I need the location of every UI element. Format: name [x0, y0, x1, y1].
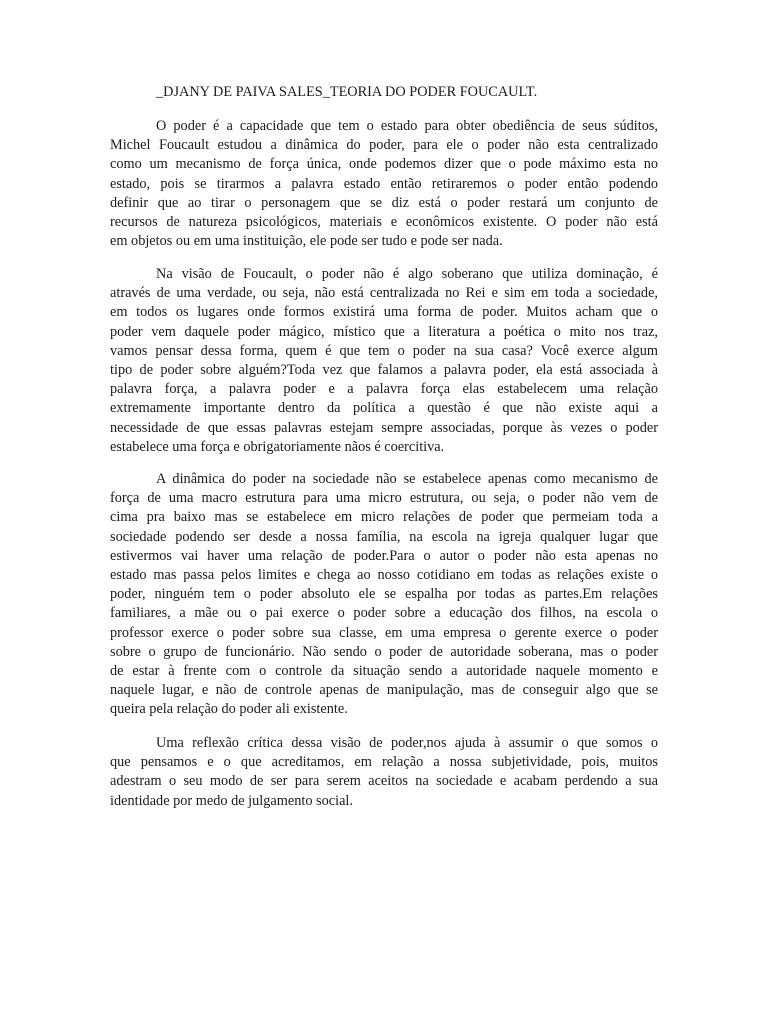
text-line: em objetos ou em uma instituição, ele pode ser tudo e pode ser nada.: [110, 233, 503, 250]
text-line: através de uma verdade, ou seja, não está centralizada no Rei e sim em toda a sociedade,: [110, 285, 658, 302]
text-line: naquele lugar, e não de controle apenas de manipulação, mas de conseguir algo que se: [110, 682, 658, 699]
text-line: familiares, a mãe ou o pai exerce o poder sobre a educação dos filhos, na escola o: [110, 605, 658, 622]
text-line: estivermos vai haver uma relação de poder.Para o autor o poder não esta apenas no: [110, 547, 658, 564]
text-line: como um mecanismo de força única, onde podemos dizer que o pode máximo esta no: [110, 156, 658, 173]
text-line: vamos pensar dessa forma, quem é que tem o poder na sua casa? Você exerce algum: [110, 342, 658, 359]
text-line: sociedade podendo ser desde a nossa família, na escola na igreja qualquer lugar que: [110, 528, 658, 545]
text-line: O poder é a capacidade que tem o estado para obter obediência de seus súditos,: [156, 118, 658, 134]
text-line: Michel Foucault estudou a dinâmica do poder, para ele o poder não esta centralizado: [110, 137, 658, 154]
text-line: cima pra baixo mas se estabelece em micro relações de poder que permeiam toda a: [110, 509, 658, 526]
text-line: necessidade de que essas palavras estejam sempre associadas, porque às vezes o poder: [110, 419, 658, 436]
paragraph-4: [110, 734, 658, 811]
text-line: que pensamos e o que acreditamos, em relação a nossa subjetividade, pois, muitos: [110, 754, 658, 771]
text-line: estabelece uma força e obrigatoriamente nãos é coercitiva.: [110, 438, 445, 455]
text-line: estado mas passa pelos limites e chega ao nosso cotidiano em todas as relações existe o: [110, 566, 658, 583]
text-line: extremamente importante dentro da política a questão é que não existe aqui a: [110, 400, 658, 417]
document-title: _DJANY DE PAIVA SALES_TEORIA DO PODER FOUCAULT.: [156, 84, 538, 100]
text-line: definir que ao tirar o personagem que se diz está o poder restará um conjunto de: [110, 194, 658, 211]
text-line: em todos os lugares onde formos existirá uma forma de poder. Muitos acham que o: [110, 304, 658, 321]
text-line: recursos de natureza psicológicos, materiais e econômicos existente. O poder não está: [110, 213, 658, 230]
text-line: sobre o grupo de funcionário. Não sendo o poder de autoridade soberana, mas o poder: [110, 643, 658, 660]
text-line: Na visão de Foucault, o poder não é algo soberano que utiliza dominação, é: [156, 266, 658, 282]
text-line: de estar à frente com o controle da situação sendo a autoridade naquele momento e: [110, 662, 658, 679]
paragraph-2: [110, 265, 658, 457]
text-line: professor exerce o poder sobre sua classe, em uma empresa o gerente exerce o poder: [110, 624, 658, 641]
text-line: poder vem daquele poder mágico, místico que a literatura a poética o mito nos traz,: [110, 323, 658, 340]
text-line: identidade por medo de julgamento social.: [110, 792, 353, 809]
paragraph-1: [110, 117, 658, 251]
text-line: força de uma macro estrutura para uma micro estrutura, ou seja, o poder não vem de: [110, 490, 658, 507]
text-line: Uma reflexão crítica dessa visão de poder,nos ajuda à assumir o que somos o: [156, 735, 658, 751]
text-line: A dinâmica do poder na sociedade não se estabelece apenas como mecanismo de: [156, 471, 658, 487]
text-line: queira pela relação do poder ali existente.: [110, 701, 348, 718]
text-line: adestram o seu modo de ser para serem aceitos na sociedade e acabam perdendo a sua: [110, 773, 658, 790]
text-line: tipo de poder sobre alguém?Toda vez que falamos a palavra poder, ela está associada à: [110, 361, 658, 378]
text-line: estado, pois se tirarmos a palavra estado então retiraremos o poder então podendo: [110, 175, 658, 192]
paragraph-3: [110, 470, 658, 719]
text-line: palavra força, a palavra poder e a palavra força elas estabelecem uma relação: [110, 381, 658, 398]
text-line: poder, ninguém tem o poder absoluto ele se espalha por todas as partes.Em relações: [110, 586, 658, 603]
